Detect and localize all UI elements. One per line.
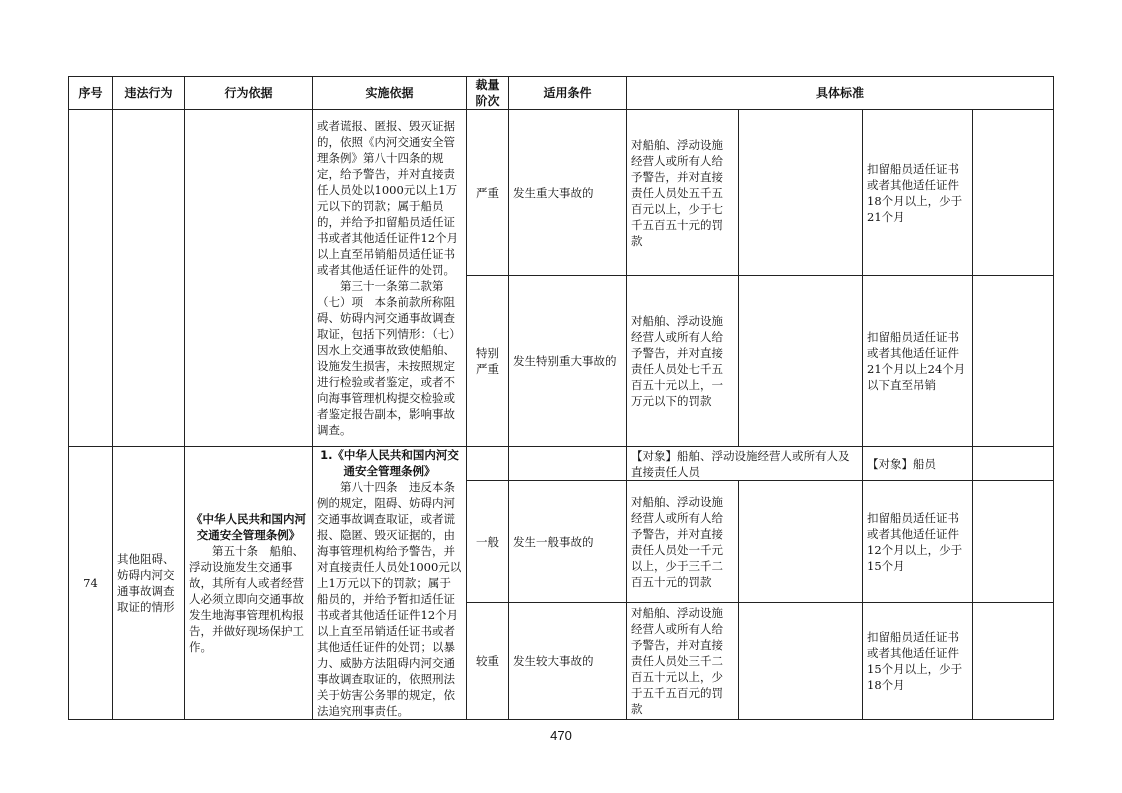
cond-cell: 发生特别重大事故的 (509, 276, 627, 447)
basis-title: 《中华人民共和国内河交通安全管理条例》 (191, 512, 306, 542)
no-cell-empty (69, 110, 113, 447)
std-a-cell: 对船舶、浮动设施经营人或所有人给予警告，并对直接责任人员处五千五百元以上，少于七千五百五十元的罚款 (627, 110, 739, 276)
header-basis: 行为依据 (185, 77, 313, 110)
cond-cell: 发生较大事故的 (509, 603, 627, 720)
header-no: 序号 (69, 77, 113, 110)
cond-cell: 发生一般事故的 (509, 481, 627, 603)
std-a-cell: 对船舶、浮动设施经营人或所有人给予警告，并对直接责任人员处一千元以上，少于三千二百五十元的罚款 (627, 481, 739, 603)
std-d-cell (973, 276, 1054, 447)
header-act: 违法行为 (113, 77, 185, 110)
basis-cell-empty (185, 110, 313, 447)
header-row (69, 77, 1054, 110)
basis-text: 第五十条 船舶、浮动设施发生交通事故，其所有人或者经营人必须立即向交通事故发生地海事管理机构报告，并做好现场保护工作。 (189, 544, 304, 654)
target-c-cell: 【对象】船员 (863, 447, 973, 481)
page-number: 470 (550, 728, 572, 743)
table-row (69, 110, 1054, 276)
level-cell: 特别 严重 (467, 276, 509, 447)
level-cell: 一般 (467, 481, 509, 603)
header-level: 裁量 阶次 (467, 77, 509, 110)
impl-text: 第八十四条 违反本条例的规定，阻碍、妨碍内河交通事故调查取证，或者谎报、隐匿、毁灭证据的，由海事管理机构给予警告，并对直接责任人员处1000元以上1万元以下的罚款；属于船员的，并给予暂扣适任证书或者其他适任证件12个月以上直至吊销适任证书或者其他适任证件的处罚；以暴力、威胁方法阻碍内河交通事故调查取证的，依照刑法关于妨害公务罪的规定，依法追究刑事责任。 (317, 480, 462, 718)
std-c-cell: 扣留船员适任证书或者其他适任证件12个月以上，少于15个月 (863, 481, 973, 603)
std-b-cell (739, 603, 863, 720)
level-cell-empty (467, 447, 509, 481)
impl-cell (313, 447, 467, 720)
std-a-cell: 对船舶、浮动设施经营人或所有人给予警告，并对直接责任人员处三千二百五十元以上，少于五千五百元的罚款 (627, 603, 739, 720)
std-d-cell (973, 481, 1054, 603)
std-b-cell (739, 276, 863, 447)
std-c-cell: 扣留船员适任证书或者其他适任证件21个月以上24个月以下直至吊销 (863, 276, 973, 447)
basis-cell (185, 447, 313, 720)
act-cell-empty (113, 110, 185, 447)
std-d-cell (973, 603, 1054, 720)
std-a-cell: 对船舶、浮动设施经营人或所有人给予警告，并对直接责任人员处七千五百五十元以上，一万元以下的罚款 (627, 276, 739, 447)
cond-cell-empty (509, 447, 627, 481)
impl-title: 1.《中华人民共和国内河交通安全管理条例》 (320, 448, 459, 478)
table-row (69, 447, 1054, 481)
item-number: 74 (69, 447, 113, 720)
level-cell: 较重 (467, 603, 509, 720)
impl-cell (313, 110, 467, 447)
std-d-cell (973, 110, 1054, 276)
violation-cell: 其他阻碍、妨碍内河交通事故调查取证的情形 (113, 447, 185, 720)
impl-text-2: 第三十一条第二款第（七）项 本条前款所称阻碍、妨碍内河交通事故调查取证，包括下列情形：（七）因水上交通事故致使船舶、设施发生损害，未按照规定进行检验或者鉴定，或者不向海事管理机构提交检验或者鉴定报告副本，影响事故调查。 (317, 279, 461, 437)
std-c-cell: 扣留船员适任证书或者其他适任证件18个月以上，少于21个月 (863, 110, 973, 276)
header-cond: 适用条件 (509, 77, 627, 110)
target-a-cell: 【对象】船舶、浮动设施经营人或所有人及直接责任人员 (627, 447, 863, 481)
std-c-cell: 扣留船员适任证书或者其他适任证件15个月以上，少于18个月 (863, 603, 973, 720)
header-impl: 实施依据 (313, 77, 467, 110)
target-d-cell (973, 447, 1054, 481)
level-cell: 严重 (467, 110, 509, 276)
header-standard: 具体标准 (627, 77, 1054, 110)
std-b-cell (739, 110, 863, 276)
impl-text-1: 或者谎报、匿报、毁灭证据的，依照《内河交通安全管理条例》第八十四条的规定，给予警告，并对直接责任人员处以1000元以上1万元以下的罚款；属于船员的，并给予扣留船员适任证书或者其他适任证件12个月以上直至吊销船员适任证书或者其他适任证件的处罚。 (317, 119, 459, 277)
cond-cell: 发生重大事故的 (509, 110, 627, 276)
penalty-table (68, 76, 1054, 720)
std-b-cell (739, 481, 863, 603)
